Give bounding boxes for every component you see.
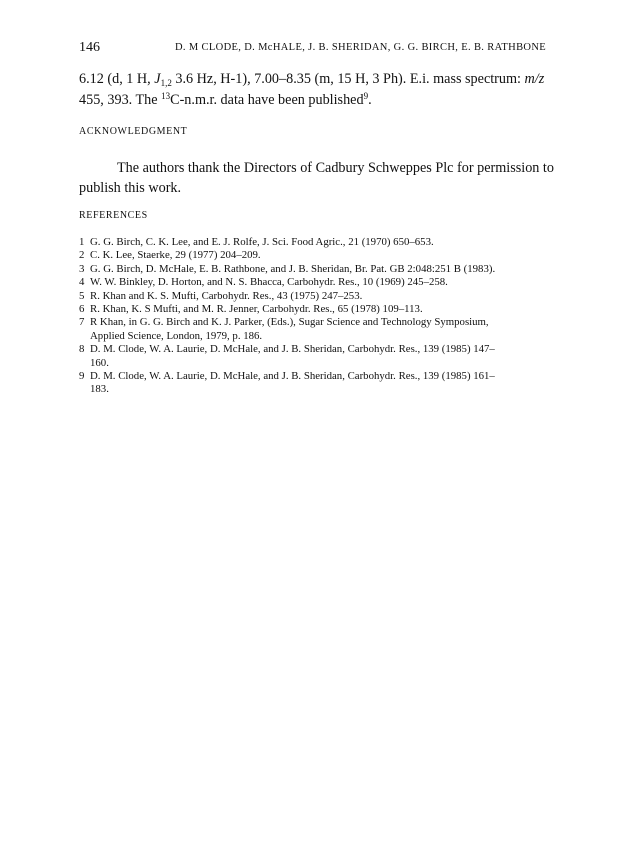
reference-item <box>79 316 559 343</box>
reference-text: R Khan, in G. G. Birch and K. J. Parker, (Eds.), Sugar Science and Technology Symposium, <box>90 316 489 329</box>
text-run: . <box>368 92 372 108</box>
reference-item <box>79 370 559 397</box>
reference-text: R. Khan and K. S. Mufti, Carbohydr. Res., 43 (1975) 247–253. <box>90 289 363 302</box>
running-head-authors: D. M CLODE, D. McHALE, J. B. SHERIDAN, G. G. BIRCH, E. B. RATHBONE <box>175 42 547 53</box>
reference-number: 3 <box>79 262 85 275</box>
reference-item <box>79 276 559 289</box>
paragraph-line-2 <box>79 90 559 111</box>
reference-continuation: 183. <box>90 383 109 396</box>
page-number: 146 <box>79 40 100 55</box>
reference-text: C. K. Lee, Staerke, 29 (1977) 204–209. <box>90 249 261 262</box>
text-run: 455, 393. The <box>79 92 162 108</box>
acknowledgment-line-2: publish this work. <box>79 180 182 196</box>
reference-continuation: Applied Science, London, 1979, p. 186. <box>90 329 263 342</box>
reference-text: G. G. Birch, D. McHale, E. B. Rathbone, and J. B. Sheridan, Br. Pat. GB 2:048:251 B (1983). <box>90 262 496 275</box>
reference-number: 2 <box>79 249 85 262</box>
coupling-constant-symbol: J <box>154 71 161 87</box>
reference-item <box>79 290 559 303</box>
text-run: 6.12 (d, 1 H, <box>79 71 155 87</box>
reference-list <box>79 236 559 397</box>
reference-number: 5 <box>79 289 85 302</box>
text-run: C-n.m.r. data have been published <box>170 92 364 108</box>
acknowledgment-body <box>79 158 559 198</box>
acknowledgment-heading: ACKNOWLEDGMENT <box>79 126 188 137</box>
acknowledgment-line-1: The authors thank the Directors of Cadbury Schweppes Plc for permission to <box>117 160 554 176</box>
text-run: 3.6 Hz, H-1), 7.00–8.35 (m, 15 H, 3 Ph). E.i. mass spectrum: <box>171 71 525 87</box>
reference-text: G. G. Birch, C. K. Lee, and E. J. Rolfe, J. Sci. Food Agric., 21 (1970) 650–653. <box>90 236 434 248</box>
reference-number: 1 <box>79 236 85 248</box>
reference-text: R. Khan, K. S Mufti, and M. R. Jenner, Carbohydr. Res., 65 (1978) 109–113. <box>90 303 423 316</box>
reference-number: 9 <box>79 370 85 383</box>
running-head <box>79 40 557 56</box>
reference-number: 7 <box>79 316 85 329</box>
reference-item <box>79 236 559 249</box>
mz-label: m/z <box>524 71 545 87</box>
isotope-superscript: 13 <box>161 91 171 101</box>
reference-number: 4 <box>79 276 85 289</box>
reference-text: W. W. Binkley, D. Horton, and N. S. Bhacca, Carbohydr. Res., 10 (1969) 245–258. <box>90 276 448 289</box>
nmr-data-paragraph <box>79 69 559 111</box>
reference-text: D. M. Clode, W. A. Laurie, D. McHale, and J. B. Sheridan, Carbohydr. Res., 139 (1985) 147– <box>90 343 495 356</box>
reference-continuation: 160. <box>90 356 109 369</box>
reference-number: 8 <box>79 343 85 356</box>
reference-item <box>79 263 559 276</box>
references-heading: REFERENCES <box>79 210 148 221</box>
reference-item <box>79 249 559 262</box>
paragraph-line-1 <box>79 69 559 90</box>
reference-superscript: 9 <box>363 91 369 101</box>
coupling-subscript: 1,2 <box>160 78 172 88</box>
reference-item <box>79 343 559 370</box>
reference-number: 6 <box>79 303 85 316</box>
reference-text: D. M. Clode, W. A. Laurie, D. McHale, and J. B. Sheridan, Carbohydr. Res., 139 (1985) 161– <box>90 370 495 383</box>
reference-item <box>79 303 559 316</box>
